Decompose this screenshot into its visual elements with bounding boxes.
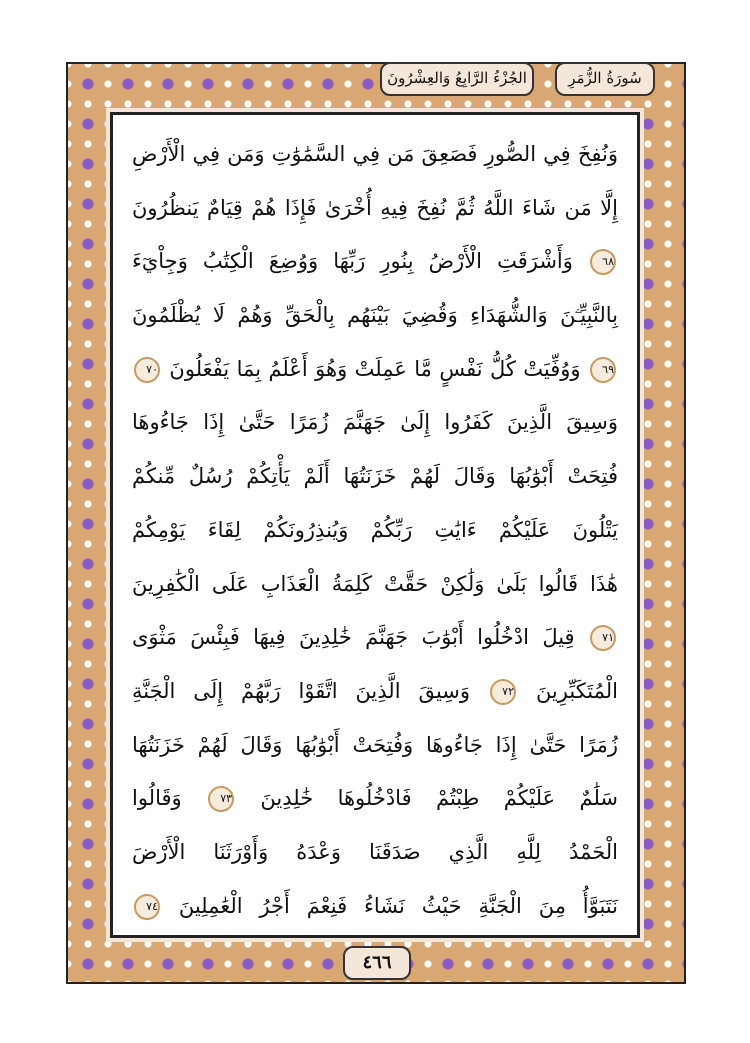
text-line [132, 504, 618, 558]
verse-text: هَٰذَا قَالُوا بَلَىٰ وَلَٰكِنْ حَقَّتْ كَلِمَةُ الْعَذَابِ عَلَى الْكَٰفِرِينَ [132, 571, 618, 596]
verse-text: زُمَرًا حَتَّىٰ إِذَا جَاءُوهَا وَفُتِحَتْ أَبْوَٰبُهَا وَقَالَ لَهُمْ خَزَنَتُهَا [132, 732, 618, 757]
text-line [132, 772, 618, 826]
text-line [132, 450, 618, 504]
verse-text: يَتْلُونَ عَلَيْكُمْ ءَايَٰتِ رَبِّكُمْ وَيُنذِرُونَكُمْ لِقَاءَ يَوْمِكُمْ [132, 517, 618, 542]
ayah-number-marker: ٧٣ [208, 786, 234, 812]
verse-text: الْمُتَكَبِّرِينَ [535, 678, 618, 703]
verse-text: وَأَشْرَقَتِ الْأَرْضُ بِنُورِ رَبِّهَا وَوُضِعَ الْكِتَٰبُ وَجِاْيٓءَ [132, 249, 573, 274]
text-line [132, 880, 618, 934]
verse-text: سَلَٰمٌ عَلَيْكُمْ طِبْتُمْ فَادْخُلُوهَا خَٰلِدِينَ [260, 786, 618, 811]
text-line [132, 343, 618, 397]
verse-text: بِالنَّبِيِّـۧنَ وَالشُّهَدَاءِ وَقُضِيَ بَيْنَهُم بِالْحَقِّ وَهُمْ لَا يُظْلَمُونَ [132, 303, 618, 328]
verse-text: إِلَّا مَن شَاءَ اللَّهُ ثُمَّ نُفِخَ فِيهِ أُخْرَىٰ فَإِذَا هُمْ قِيَامٌ يَنظُرُونَ [132, 195, 618, 220]
ayah-number-marker: ٧١ [590, 625, 616, 651]
verse-text: الْحَمْدُ لِلَّهِ الَّذِي صَدَقَنَا وَعْدَهُ وَأَوْرَثَنَا الْأَرْضَ [132, 839, 618, 864]
text-line [132, 235, 618, 289]
page-number: ٤٦٦ [343, 946, 411, 980]
ayah-number-marker: ٧٢ [490, 679, 516, 705]
text-line [132, 558, 618, 612]
verse-text: وَسِيقَ الَّذِينَ كَفَرُوا إِلَىٰ جَهَنَّمَ زُمَرًا حَتَّىٰ إِذَا جَاءُوهَا [132, 410, 618, 435]
ayah-number-marker: ٦٩ [590, 357, 616, 383]
text-line [132, 289, 618, 343]
text-line [132, 182, 618, 236]
verse-text: قِيلَ ادْخُلُوا أَبْوَٰبَ جَهَنَّمَ خَٰلِدِينَ فِيهَا فَبِئْسَ مَثْوَى [132, 625, 575, 650]
ayah-number-marker: ٦٨ [590, 249, 616, 275]
quran-text [132, 128, 618, 933]
surah-name: سُورَةُ الزُّمَرِ [555, 62, 655, 96]
text-line [132, 665, 618, 719]
text-line [132, 396, 618, 450]
text-line [132, 826, 618, 880]
text-line [132, 128, 618, 182]
verse-text: وَقَالُوا [132, 786, 182, 811]
text-line [132, 719, 618, 773]
juz-name: الجُزْءُ الرَّابِعُ وَالعِشْرُونَ [380, 62, 534, 96]
verse-text: فُتِحَتْ أَبْوَٰبُهَا وَقَالَ لَهُمْ خَزَنَتُهَا أَلَمْ يَأْتِكُمْ رُسُلٌ مِّنكُمْ [132, 464, 618, 489]
verse-text: وَوُفِّيَتْ كُلُّ نَفْسٍ مَّا عَمِلَتْ وَهُوَ أَعْلَمُ بِمَا يَفْعَلُونَ [169, 356, 581, 381]
verse-text: نَتَبَوَّأُ مِنَ الْجَنَّةِ حَيْثُ نَشَاءُ فَنِعْمَ أَجْرُ الْعَٰمِلِينَ [178, 893, 618, 918]
ayah-number-marker: ٧٤ [134, 894, 160, 920]
text-line [132, 611, 618, 665]
verse-text: وَنُفِخَ فِي الصُّورِ فَصَعِقَ مَن فِي السَّمَٰوَٰتِ وَمَن فِي الْأَرْضِ [132, 142, 618, 166]
ayah-number-marker: ٧٠ [134, 357, 160, 383]
verse-text: وَسِيقَ الَّذِينَ اتَّقَوْا رَبَّهُمْ إِلَى الْجَنَّةِ [132, 678, 471, 703]
